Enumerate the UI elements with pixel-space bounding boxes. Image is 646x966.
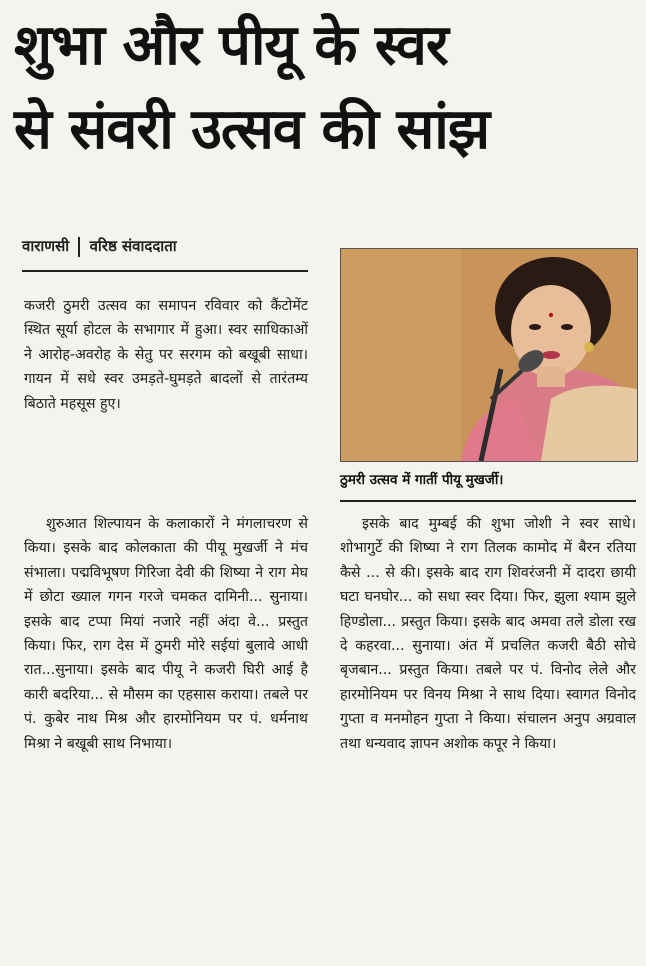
photo-caption: ठुमरी उत्सव में गातीं पीयू मुखर्जी। [340,472,504,488]
byline [22,236,177,257]
paragraph-2: शुरुआत शिल्पायन के कलाकारों ने मंगलाचरण से किया। इसके बाद कोलकाता की पीयू मुखर्जी ने मंच संभाला। पद्मविभूषण गिरिजा देवी की शिष्या ने राग मेघ में छोटा ख्याल गगन गरजे चमकत दामिनी... सुनाया। इसके बाद टप्पा मियां नजारे नहीं अंदा वे... प्रस्तुत किया। फिर, राग देस में ठुमरी मोरे सईयां बुलावे आधी रात...सुनाया। इसके बाद पीयू ने कजरी घिरी आई है कारी बदरिया... से मौसम का एहसास कराया। तबले पर पं. कुबेर नाथ मिश्र और हारमोनियम पर पं. धर्मनाथ मिश्रा ने बखूबी साथ निभाया। [24,516,308,752]
article-column-1 [24,512,308,756]
caption-rule [340,500,636,502]
byline-rule [22,270,308,272]
paragraph-1: कजरी ठुमरी उत्सव का समापन रविवार को कैंटोमेंट स्थित सूर्या होटल के सभागार में हुआ। स्वर साधिकाओं ने आरोह-अवरोह के सेतु पर सरगम को बखूबी साधा। गायन में सधे स्वर उमड़ते-घुमड़ते बादलों से तारंतम्य बिठाते महसूस हुए। [24,298,308,412]
headline-line-1: शुभा और पीयू के स्वर [14,13,448,78]
byline-place: वाराणसी [22,237,70,255]
byline-separator [78,237,80,257]
article-column-1-intro [24,294,308,416]
singer-photo-illustration [341,249,637,461]
headline [14,4,636,172]
headline-line-2: से संवरी उत्सव की सांझ [14,97,490,162]
byline-role: वरिष्ठ संवाददाता [89,237,177,255]
paragraph-3: इसके बाद मुम्बई की शुभा जोशी ने स्वर साधे। शोभागुर्टे की शिष्या ने राग तिलक कामोद में बैरन रतिया कैसे ... से की। इसके बाद राग शिवरंजनी में दादरा छायी घटा घनघोर... को सधा स्वर दिया। फिर, झुला श्याम झुले हिण्डोला... प्रस्तुत किया। इसके बाद अमवा तले डोला रख दे कहरवा... सुनाया। अंत में प्रचलित कजरी बैठी सोचे बृजबान... प्रस्तुत किया। तबले पर पं. विनोद लेले और हारमोनियम पर विनय मिश्रा ने साथ दिया। स्वागत विनोद गुप्ता व मनमोहन गुप्ता ने किया। संचालन अनुप अग्रवाल तथा धन्यवाद ज्ञापन अशोक कपूर ने किया। [340,516,636,752]
singer-photo [340,248,638,462]
article-column-2 [340,512,636,756]
